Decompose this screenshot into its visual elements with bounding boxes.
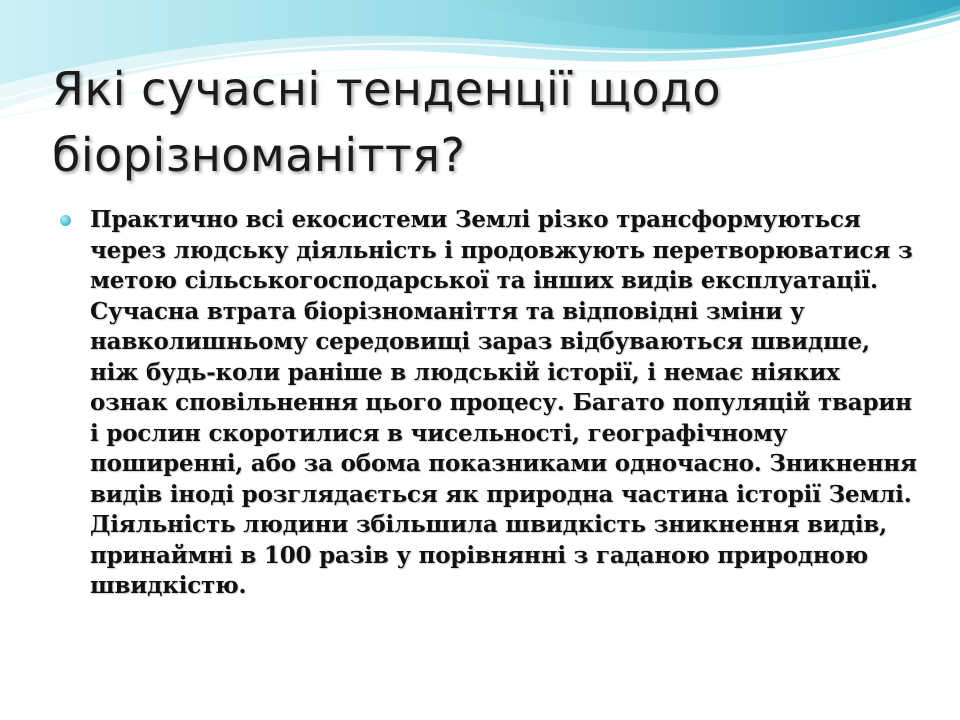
bullet-text: Практично всі екосистеми Землі різко трансформуються через людську діяльність і продовжують перетворюватися з метою сільськогосподарської та інших видів експлуатації. Сучасна втрата біорізноманіття та відповідні зміни у навколишньому середовищі зараз відбуваються швидше, ніж будь-коли раніше в людській історії, і немає ніяких ознак сповільнення цього процесу. Багато популяцій тварин і рослин скоротилися в чисельності, географічному поширенні, або за обома показниками одночасно. Зникнення видів іноді розглядається як природна частина історії Землі. Діяльність людини збільшила швидкість зникнення видів, принаймні в 100 разів у порівнянні з гаданою природною швидкістю. xyxy=(90,206,917,599)
bullet-list xyxy=(60,205,920,602)
round-bullet-icon xyxy=(60,215,71,226)
slide-title: Які сучасні тенденції щодо біорізноманіття? xyxy=(52,62,722,182)
